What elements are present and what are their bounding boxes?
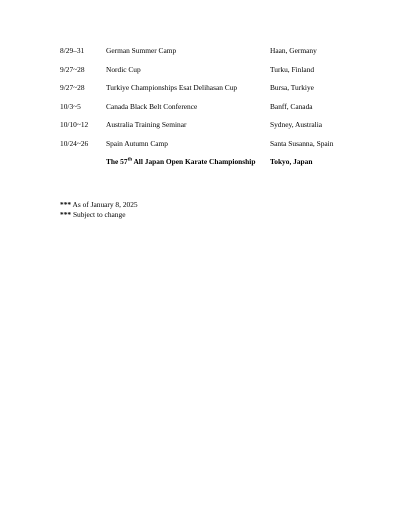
event-name: German Summer Camp xyxy=(106,46,177,55)
event-location: Bursa, Turkiye xyxy=(270,83,314,92)
event-date: 9/27~28 xyxy=(60,83,85,92)
footnote xyxy=(60,200,138,210)
event-location: Haan, Germany xyxy=(270,46,317,55)
event-name: Spain Autumn Camp xyxy=(106,138,169,148)
event-location: Banff, Canada xyxy=(270,101,313,111)
event-name: Australia Training Seminar xyxy=(106,120,187,129)
event-name-suffix: All Japan Open Karate Championship xyxy=(132,157,256,166)
footnote-marker: *** xyxy=(60,210,72,219)
event-location: Sydney, Australia xyxy=(270,120,323,129)
event-schedule xyxy=(60,42,350,172)
event-date: 10/10~12 xyxy=(60,120,89,129)
schedule-row xyxy=(60,79,350,98)
event-date: 10/24~26 xyxy=(60,138,89,148)
event-name: Canada Black Belt Conference xyxy=(106,101,198,111)
schedule-row xyxy=(60,98,350,117)
footnote-marker: *** xyxy=(60,200,72,209)
schedule-row xyxy=(60,116,350,135)
highlight-event-row xyxy=(60,153,350,172)
event-location: Turku, Finland xyxy=(270,64,315,74)
event-date: 9/27~28 xyxy=(60,64,85,74)
event-name xyxy=(106,153,255,172)
footnotes xyxy=(60,200,138,220)
event-location: Santa Susanna, Spain xyxy=(270,138,334,148)
footnote-text: Subject to change xyxy=(71,210,126,219)
event-name: Turkiye Championships Esat Delihasan Cup xyxy=(106,83,238,92)
event-date: 8/29–31 xyxy=(60,46,85,55)
footnote xyxy=(60,210,138,220)
event-name: Nordic Cup xyxy=(106,64,141,74)
schedule-row xyxy=(60,61,350,80)
schedule-row xyxy=(60,135,350,154)
footnote-text: As of January 8, 2025 xyxy=(71,200,138,209)
schedule-row xyxy=(60,42,350,61)
event-name-prefix: The 57 xyxy=(106,157,128,166)
ordinal-suffix: th xyxy=(127,157,133,163)
event-location: Tokyo, Japan xyxy=(270,157,313,166)
event-date: 10/3~5 xyxy=(60,101,81,111)
